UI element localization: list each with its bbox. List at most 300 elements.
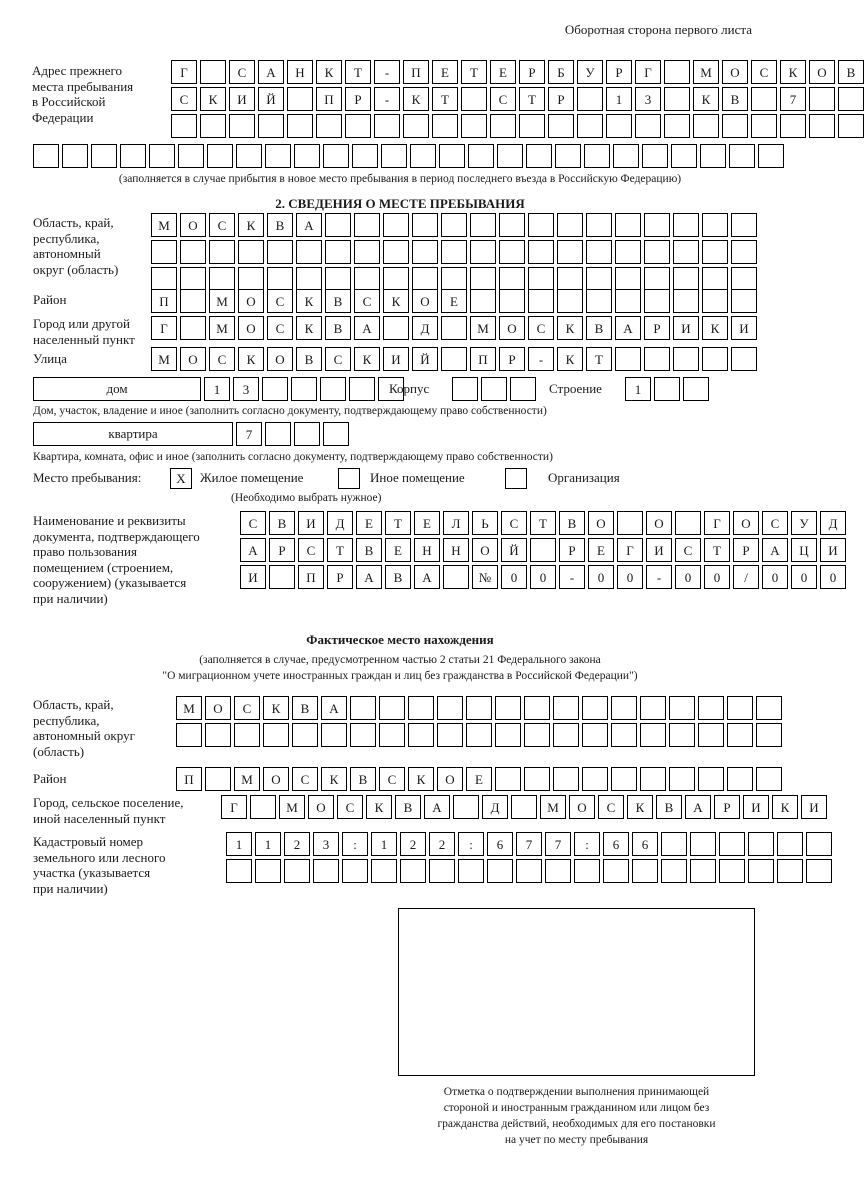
prev-address-row4-cell[interactable] (758, 144, 784, 168)
region-cell[interactable] (383, 267, 409, 291)
street-cell[interactable]: В (296, 347, 322, 371)
cadastral-cell[interactable]: : (574, 832, 600, 856)
prev-address-cell[interactable]: П (403, 60, 429, 84)
actual-district-cell[interactable] (611, 767, 637, 791)
region-cell[interactable] (615, 240, 641, 264)
city-cell[interactable]: М (470, 316, 496, 340)
street-cell[interactable]: - (528, 347, 554, 371)
street-cell[interactable]: О (180, 347, 206, 371)
region-cell[interactable] (209, 240, 235, 264)
district-cell[interactable] (615, 289, 641, 313)
actual-region-cell[interactable] (611, 696, 637, 720)
actual-region-cell[interactable] (756, 696, 782, 720)
street-cell[interactable]: О (267, 347, 293, 371)
document-cell[interactable]: 0 (704, 565, 730, 589)
flat-digit-cell[interactable] (323, 422, 349, 446)
actual-district-cell[interactable] (756, 767, 782, 791)
region-cell[interactable] (702, 267, 728, 291)
region-cell[interactable] (354, 267, 380, 291)
prev-address-cell[interactable]: И (229, 87, 255, 111)
city-cell[interactable]: В (325, 316, 351, 340)
region-cell[interactable]: М (151, 213, 177, 237)
cadastral-cell[interactable]: 7 (545, 832, 571, 856)
prev-address-cell[interactable] (316, 114, 342, 138)
region-cell[interactable] (528, 213, 554, 237)
city-cell[interactable]: Г (151, 316, 177, 340)
actual-district-cell[interactable] (640, 767, 666, 791)
region-cell[interactable] (702, 213, 728, 237)
prev-address-cell[interactable] (403, 114, 429, 138)
document-cell[interactable]: С (762, 511, 788, 535)
prev-address-cell[interactable] (722, 114, 748, 138)
district-cell[interactable] (180, 289, 206, 313)
actual-region-cell[interactable] (524, 723, 550, 747)
document-cell[interactable] (617, 511, 643, 535)
actual-region-cell[interactable] (582, 723, 608, 747)
district-cell[interactable]: О (412, 289, 438, 313)
city-cell[interactable]: О (238, 316, 264, 340)
actual-region-cell[interactable] (611, 723, 637, 747)
cadastral-cell[interactable] (603, 859, 629, 883)
actual-region-cell[interactable] (698, 723, 724, 747)
prev-address-row4-cell[interactable] (352, 144, 378, 168)
prev-address-row4-cell[interactable] (439, 144, 465, 168)
region-cell[interactable]: А (296, 213, 322, 237)
actual-district-cell[interactable]: С (292, 767, 318, 791)
cadastral-cell[interactable] (748, 832, 774, 856)
street-cell[interactable]: С (209, 347, 235, 371)
city-cell[interactable]: Д (412, 316, 438, 340)
region-cell[interactable] (673, 240, 699, 264)
stroenie-digit-cell[interactable]: 1 (625, 377, 651, 401)
document-cell[interactable]: В (559, 511, 585, 535)
prev-address-cell[interactable] (548, 114, 574, 138)
prev-address-cell[interactable] (635, 114, 661, 138)
prev-address-cell[interactable]: Р (519, 60, 545, 84)
region-cell[interactable] (238, 240, 264, 264)
prev-address-cell[interactable]: С (171, 87, 197, 111)
street-cell[interactable]: Й (412, 347, 438, 371)
actual-district-cell[interactable] (553, 767, 579, 791)
region-cell[interactable] (586, 213, 612, 237)
cadastral-cell[interactable] (255, 859, 281, 883)
cadastral-cell[interactable] (226, 859, 252, 883)
document-cell[interactable]: 0 (791, 565, 817, 589)
prev-address-cell[interactable] (200, 114, 226, 138)
region-cell[interactable] (731, 240, 757, 264)
region-cell[interactable] (557, 240, 583, 264)
document-cell[interactable]: 0 (820, 565, 846, 589)
prev-address-cell[interactable]: Т (461, 60, 487, 84)
city-cell[interactable]: И (673, 316, 699, 340)
document-cell[interactable] (443, 565, 469, 589)
prev-address-cell[interactable] (258, 114, 284, 138)
actual-district-cell[interactable]: В (350, 767, 376, 791)
region-cell[interactable]: В (267, 213, 293, 237)
region-cell[interactable] (557, 213, 583, 237)
actual-region-cell[interactable] (466, 696, 492, 720)
street-cell[interactable] (673, 347, 699, 371)
cadastral-cell[interactable]: 6 (632, 832, 658, 856)
region-cell[interactable] (615, 267, 641, 291)
document-cell[interactable]: / (733, 565, 759, 589)
street-cell[interactable]: К (354, 347, 380, 371)
document-cell[interactable]: Р (327, 565, 353, 589)
flat-digit-cell[interactable]: 7 (236, 422, 262, 446)
document-cell[interactable]: С (675, 538, 701, 562)
actual-district-cell[interactable]: О (437, 767, 463, 791)
actual-city-cell[interactable]: Р (714, 795, 740, 819)
document-cell[interactable]: Й (501, 538, 527, 562)
cadastral-cell[interactable] (313, 859, 339, 883)
prev-address-cell[interactable]: Б (548, 60, 574, 84)
prev-address-cell[interactable]: К (200, 87, 226, 111)
document-cell[interactable]: 0 (501, 565, 527, 589)
street-cell[interactable] (441, 347, 467, 371)
street-cell[interactable] (644, 347, 670, 371)
actual-region-cell[interactable] (495, 696, 521, 720)
region-cell[interactable] (412, 267, 438, 291)
region-cell[interactable] (325, 240, 351, 264)
district-cell[interactable] (470, 289, 496, 313)
korpus-digit-cell[interactable] (510, 377, 536, 401)
cadastral-cell[interactable] (777, 859, 803, 883)
prev-address-cell[interactable]: Е (432, 60, 458, 84)
house-digit-cell[interactable]: 1 (204, 377, 230, 401)
city-cell[interactable]: С (267, 316, 293, 340)
actual-region-cell[interactable] (408, 723, 434, 747)
document-cell[interactable]: А (240, 538, 266, 562)
prev-address-cell[interactable]: А (258, 60, 284, 84)
region-cell[interactable] (470, 267, 496, 291)
actual-region-cell[interactable] (350, 723, 376, 747)
district-cell[interactable]: С (267, 289, 293, 313)
prev-address-cell[interactable] (287, 87, 313, 111)
house-digit-cell[interactable] (291, 377, 317, 401)
stroenie-digit-cell[interactable] (654, 377, 680, 401)
actual-city-cell[interactable] (453, 795, 479, 819)
region-cell[interactable] (441, 267, 467, 291)
cadastral-cell[interactable] (719, 859, 745, 883)
actual-city-cell[interactable]: В (395, 795, 421, 819)
actual-city-cell[interactable]: В (656, 795, 682, 819)
street-cell[interactable] (731, 347, 757, 371)
document-cell[interactable]: - (646, 565, 672, 589)
region-cell[interactable] (615, 213, 641, 237)
cadastral-cell[interactable]: 2 (429, 832, 455, 856)
district-cell[interactable] (499, 289, 525, 313)
document-cell[interactable]: 0 (588, 565, 614, 589)
prev-address-cell[interactable] (577, 114, 603, 138)
prev-address-row4-cell[interactable] (207, 144, 233, 168)
prev-address-cell[interactable] (200, 60, 226, 84)
actual-city-cell[interactable]: К (627, 795, 653, 819)
prev-address-cell[interactable]: В (838, 60, 864, 84)
document-cell[interactable]: Д (820, 511, 846, 535)
prev-address-cell[interactable] (838, 87, 864, 111)
prev-address-row4-cell[interactable] (62, 144, 88, 168)
actual-city-cell[interactable] (511, 795, 537, 819)
prev-address-cell[interactable] (664, 87, 690, 111)
street-cell[interactable]: С (325, 347, 351, 371)
actual-region-cell[interactable]: О (205, 696, 231, 720)
city-cell[interactable]: С (528, 316, 554, 340)
region-cell[interactable] (412, 240, 438, 264)
actual-region-cell[interactable] (379, 723, 405, 747)
cadastral-cell[interactable] (661, 859, 687, 883)
document-cell[interactable]: У (791, 511, 817, 535)
region-cell[interactable] (499, 240, 525, 264)
street-cell[interactable]: К (557, 347, 583, 371)
actual-district-cell[interactable] (495, 767, 521, 791)
region-cell[interactable] (557, 267, 583, 291)
region-cell[interactable] (383, 213, 409, 237)
district-cell[interactable]: В (325, 289, 351, 313)
document-cell[interactable]: Е (356, 511, 382, 535)
cadastral-cell[interactable] (748, 859, 774, 883)
region-cell[interactable] (470, 213, 496, 237)
actual-district-cell[interactable]: Е (466, 767, 492, 791)
district-cell[interactable] (557, 289, 583, 313)
prev-address-row4-cell[interactable] (410, 144, 436, 168)
prev-address-cell[interactable]: С (229, 60, 255, 84)
cadastral-cell[interactable] (777, 832, 803, 856)
document-cell[interactable]: В (385, 565, 411, 589)
cadastral-cell[interactable]: 1 (371, 832, 397, 856)
district-cell[interactable]: П (151, 289, 177, 313)
prev-address-row4-cell[interactable] (149, 144, 175, 168)
prev-address-row4-cell[interactable] (120, 144, 146, 168)
region-cell[interactable] (267, 240, 293, 264)
actual-district-cell[interactable] (727, 767, 753, 791)
korpus-digit-cell[interactable] (452, 377, 478, 401)
actual-region-cell[interactable] (640, 696, 666, 720)
document-cell[interactable]: О (588, 511, 614, 535)
actual-city-cell[interactable]: М (279, 795, 305, 819)
region-cell[interactable] (586, 267, 612, 291)
city-cell[interactable]: В (586, 316, 612, 340)
cadastral-cell[interactable] (400, 859, 426, 883)
actual-district-cell[interactable] (582, 767, 608, 791)
cadastral-cell[interactable] (342, 859, 368, 883)
actual-region-cell[interactable]: М (176, 696, 202, 720)
prev-address-cell[interactable] (171, 114, 197, 138)
prev-address-cell[interactable]: К (693, 87, 719, 111)
document-cell[interactable]: И (298, 511, 324, 535)
prev-address-row4-cell[interactable] (294, 144, 320, 168)
document-cell[interactable]: Г (617, 538, 643, 562)
prev-address-cell[interactable]: Г (635, 60, 661, 84)
actual-region-cell[interactable] (437, 723, 463, 747)
checkbox-other-premises[interactable] (338, 468, 360, 489)
document-cell[interactable]: А (356, 565, 382, 589)
cadastral-cell[interactable]: 3 (313, 832, 339, 856)
document-cell[interactable]: Т (385, 511, 411, 535)
document-cell[interactable]: Р (733, 538, 759, 562)
prev-address-cell[interactable] (809, 114, 835, 138)
actual-region-cell[interactable] (756, 723, 782, 747)
street-cell[interactable] (615, 347, 641, 371)
region-cell[interactable] (499, 267, 525, 291)
flat-digit-cell[interactable] (294, 422, 320, 446)
street-cell[interactable]: Р (499, 347, 525, 371)
region-cell[interactable] (673, 267, 699, 291)
actual-region-cell[interactable] (669, 723, 695, 747)
actual-region-cell[interactable] (553, 696, 579, 720)
cadastral-cell[interactable] (429, 859, 455, 883)
cadastral-cell[interactable] (574, 859, 600, 883)
flat-digit-cell[interactable] (265, 422, 291, 446)
prev-address-row4-cell[interactable] (555, 144, 581, 168)
actual-region-cell[interactable]: А (321, 696, 347, 720)
prev-address-cell[interactable]: О (722, 60, 748, 84)
korpus-digit-cell[interactable] (481, 377, 507, 401)
cadastral-cell[interactable]: 6 (603, 832, 629, 856)
actual-city-cell[interactable]: С (337, 795, 363, 819)
actual-city-cell[interactable]: А (685, 795, 711, 819)
actual-region-cell[interactable]: К (263, 696, 289, 720)
prev-address-cell[interactable]: Й (258, 87, 284, 111)
prev-address-cell[interactable] (606, 114, 632, 138)
prev-address-cell[interactable] (287, 114, 313, 138)
cadastral-cell[interactable] (806, 832, 832, 856)
actual-region-cell[interactable] (727, 696, 753, 720)
actual-district-cell[interactable] (205, 767, 231, 791)
prev-address-row4-cell[interactable] (381, 144, 407, 168)
city-cell[interactable] (180, 316, 206, 340)
actual-district-cell[interactable] (524, 767, 550, 791)
cadastral-cell[interactable] (487, 859, 513, 883)
house-digit-cell[interactable] (349, 377, 375, 401)
prev-address-cell[interactable] (751, 87, 777, 111)
district-cell[interactable] (528, 289, 554, 313)
cadastral-cell[interactable] (516, 859, 542, 883)
actual-region-cell[interactable] (234, 723, 260, 747)
prev-address-cell[interactable] (809, 87, 835, 111)
prev-address-row4-cell[interactable] (671, 144, 697, 168)
document-cell[interactable] (269, 565, 295, 589)
document-cell[interactable]: - (559, 565, 585, 589)
prev-address-cell[interactable] (461, 87, 487, 111)
region-cell[interactable] (441, 213, 467, 237)
document-cell[interactable]: Д (327, 511, 353, 535)
prev-address-cell[interactable] (693, 114, 719, 138)
prev-address-cell[interactable] (374, 114, 400, 138)
actual-city-cell[interactable]: К (772, 795, 798, 819)
prev-address-cell[interactable]: Н (287, 60, 313, 84)
district-cell[interactable] (702, 289, 728, 313)
document-cell[interactable]: Е (588, 538, 614, 562)
actual-city-cell[interactable]: С (598, 795, 624, 819)
actual-city-cell[interactable]: М (540, 795, 566, 819)
cadastral-cell[interactable]: 2 (284, 832, 310, 856)
document-cell[interactable]: С (501, 511, 527, 535)
actual-district-cell[interactable] (669, 767, 695, 791)
actual-city-cell[interactable]: Г (221, 795, 247, 819)
cadastral-cell[interactable]: 1 (226, 832, 252, 856)
city-cell[interactable]: А (615, 316, 641, 340)
region-cell[interactable] (267, 267, 293, 291)
prev-address-row4-cell[interactable] (642, 144, 668, 168)
document-cell[interactable]: О (646, 511, 672, 535)
prev-address-cell[interactable] (577, 87, 603, 111)
region-cell[interactable] (296, 240, 322, 264)
actual-region-cell[interactable] (292, 723, 318, 747)
city-cell[interactable]: М (209, 316, 235, 340)
cadastral-cell[interactable] (458, 859, 484, 883)
cadastral-cell[interactable]: : (342, 832, 368, 856)
actual-district-cell[interactable]: К (408, 767, 434, 791)
actual-city-cell[interactable]: Д (482, 795, 508, 819)
actual-region-cell[interactable] (698, 696, 724, 720)
region-cell[interactable] (702, 240, 728, 264)
prev-address-cell[interactable]: Р (606, 60, 632, 84)
stroenie-digit-cell[interactable] (683, 377, 709, 401)
document-cell[interactable]: 0 (762, 565, 788, 589)
cadastral-cell[interactable] (284, 859, 310, 883)
city-cell[interactable]: К (557, 316, 583, 340)
street-cell[interactable]: П (470, 347, 496, 371)
region-cell[interactable] (354, 213, 380, 237)
actual-district-cell[interactable]: П (176, 767, 202, 791)
actual-region-cell[interactable] (408, 696, 434, 720)
city-cell[interactable]: Р (644, 316, 670, 340)
prev-address-cell[interactable] (838, 114, 864, 138)
house-digit-cell[interactable] (262, 377, 288, 401)
actual-city-cell[interactable]: О (569, 795, 595, 819)
region-cell[interactable] (412, 213, 438, 237)
prev-address-cell[interactable]: Г (171, 60, 197, 84)
district-cell[interactable]: К (296, 289, 322, 313)
actual-region-cell[interactable] (466, 723, 492, 747)
prev-address-row4-cell[interactable] (613, 144, 639, 168)
region-cell[interactable] (325, 213, 351, 237)
street-cell[interactable]: М (151, 347, 177, 371)
house-digit-cell[interactable] (320, 377, 346, 401)
document-cell[interactable]: П (298, 565, 324, 589)
document-cell[interactable]: О (472, 538, 498, 562)
document-cell[interactable]: Н (414, 538, 440, 562)
street-cell[interactable]: К (238, 347, 264, 371)
region-cell[interactable] (673, 213, 699, 237)
prev-address-cell[interactable] (490, 114, 516, 138)
document-cell[interactable]: В (269, 511, 295, 535)
cadastral-cell[interactable] (719, 832, 745, 856)
cadastral-cell[interactable] (371, 859, 397, 883)
prev-address-cell[interactable]: - (374, 60, 400, 84)
document-cell[interactable]: Н (443, 538, 469, 562)
document-cell[interactable]: Л (443, 511, 469, 535)
cadastral-cell[interactable] (661, 832, 687, 856)
document-cell[interactable]: И (240, 565, 266, 589)
document-cell[interactable]: Т (704, 538, 730, 562)
city-cell[interactable] (441, 316, 467, 340)
region-cell[interactable] (209, 267, 235, 291)
city-cell[interactable]: А (354, 316, 380, 340)
document-cell[interactable] (530, 538, 556, 562)
actual-region-cell[interactable] (437, 696, 463, 720)
prev-address-cell[interactable]: М (693, 60, 719, 84)
actual-region-cell[interactable] (495, 723, 521, 747)
document-cell[interactable]: 0 (530, 565, 556, 589)
document-cell[interactable]: С (298, 538, 324, 562)
region-cell[interactable] (644, 240, 670, 264)
document-cell[interactable]: Ь (472, 511, 498, 535)
prev-address-row4-cell[interactable] (91, 144, 117, 168)
cadastral-cell[interactable]: 6 (487, 832, 513, 856)
district-cell[interactable]: Е (441, 289, 467, 313)
region-cell[interactable] (644, 267, 670, 291)
